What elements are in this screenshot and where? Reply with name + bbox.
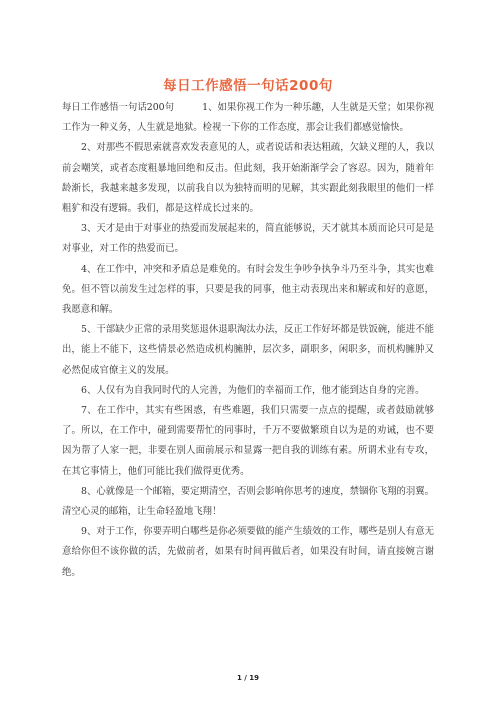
paragraph-4: 4、在工作中，冲突和矛盾总是难免的。有时会发生争吵争执争斗乃至斗争，其实也难免。但不管以前发生过怎样的事，只要是我的同事，他主动表现出来和解或和好的意愿，我愿意和解。 [62,263,434,316]
paragraph-3: 3、天才是由于对事业的热爱而发展起来的，简直能够说，天才就其本质而论只可是是对事业，对工作的热爱而已。 [62,223,434,255]
paragraph-7: 7、在工作中，其实有些困惑，有些难题，我们只需要一点点的提醒，或者鼓励就够了。所以，在工作中，碰到需要帮忙的同事时，千万不要做繁琐自以为是的劝诫，也不要因为帮了人家一把，非要在别人面前展示和显露一把自我的训练有素。所谓术业有专攻，在其它事情上，他们可能比我们做得更优秀。 [62,405,434,477]
paragraph-6: 6、人仅有为自我同时代的人完善，为他们的幸福而工作，他才能到达自身的完善。 [81,384,425,396]
page-indicator: 1 / 19 [236,674,260,682]
paragraph-2: 2、对那些不假思索就喜欢发表意见的人，或者说话和表达粗疏，欠缺义理的人，我以前会嘲笑，或者态度粗暴地回绝和反击。但此刻，我开始渐渐学会了容忍。因为，随着年龄渐长，我越来越多发现，以前我自以为独特而明的见解，其实跟此刻我眼里的他们一样粗犷和没有逻辑。我们，都是这样成长过来的。 [62,142,434,215]
paragraph-8: 8、心就像是一个邮箱，要定期清空，否则会影响你思考的速度，禁锢你飞翔的羽翼。清空心灵的邮箱，让生命轻盈地飞翔！ [62,485,434,518]
intro-title: 每日工作感悟一句话200句 [62,102,175,113]
document-body [62,98,434,583]
document-title: 每日工作感悟一句话200句 [163,78,333,94]
paragraph-9: 9、对于工作，你要弄明白哪些是你必须要做的能产生绩效的工作，哪些是别人有意无意给你但不该你做的活，先做前者，如果有时间再做后者，如果没有时间，请直接婉言谢绝。 [62,526,434,578]
intro-paragraph [62,98,434,138]
intro-text: 1、如果你视工作为一种乐趣，人生就是天堂；如果你视工作为一种义务，人生就是地狱。检视一下你的工作态度，那会让我们都感觉愉快。 [62,102,434,134]
paragraph-5: 5、干部缺少正常的录用奖惩退休退职淘汰办法，反正工作好坏都是铁饭碗，能进不能出，能上不能下，这些情景必然造成机构臃肿，层次多，副职多，闲职多，而机构臃肿又必然促成官僚主义的发展。 [62,324,434,376]
